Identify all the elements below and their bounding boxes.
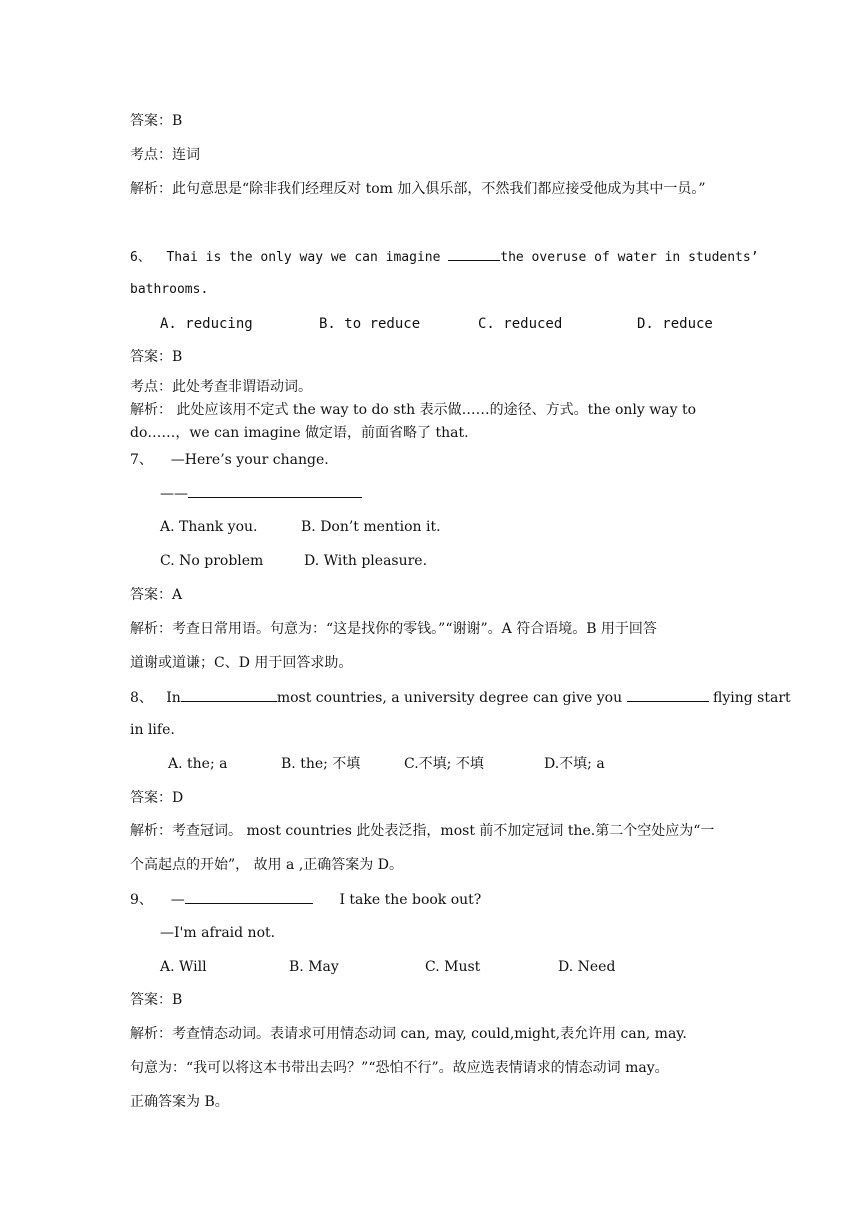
reply-dash: —— <box>160 486 188 502</box>
answer-blank <box>627 687 709 702</box>
option-c: C. reduced <box>478 316 563 332</box>
stem-text: the overuse of water in students’ <box>500 250 759 265</box>
option-d: D. Need <box>558 959 616 975</box>
question-8-stem <box>130 687 791 708</box>
option-a: A. the; a <box>168 756 228 772</box>
analysis-line: 解析：此句意思是“除非我们经理反对 tom 加入俱乐部，不然我们都应接受他成为其中一员。” <box>130 181 706 197</box>
option-b: B. May <box>289 959 339 975</box>
question-9-stem <box>130 889 481 910</box>
question-8-stem-cont: in life. <box>130 722 175 738</box>
option-c: C. No problem <box>160 553 264 569</box>
answer-blank <box>448 246 500 261</box>
stem-text: In <box>166 690 181 706</box>
analysis-line: do……，we can imagine 做定语，前面省略了 that. <box>130 425 469 441</box>
analysis-line: 道谢或道谦；C、D 用于回答求助。 <box>130 655 353 671</box>
point-line: 考点：此处考查非谓语动词。 <box>130 379 312 395</box>
question-6-stem-cont: bathrooms. <box>130 282 209 297</box>
option-b: B. the; 不填 <box>281 756 361 772</box>
answer-line: 答案：D <box>130 790 184 806</box>
stem-text: most countries, a university degree can give you <box>276 690 627 706</box>
option-d: D. reduce <box>637 316 713 332</box>
option-c: C.不填; 不填 <box>404 756 484 772</box>
answer-blank <box>185 889 313 904</box>
option-d: D. With pleasure. <box>304 553 428 569</box>
stem-text: I take the book out? <box>339 892 482 908</box>
analysis-line: 解析：考查日常用语。句意为：“这是找你的零钱。”“谢谢”。A 符合语境。B 用于回答 <box>130 621 657 637</box>
option-a: A. reducing <box>160 316 253 332</box>
answer-line: 答案：B <box>130 992 183 1008</box>
analysis-line: 正确答案为 B。 <box>130 1094 229 1110</box>
answer-line: 答案：A <box>130 587 183 603</box>
analysis-line: 解析：考查冠词。 most countries 此处表泛指，most 前不加定冠词 the.第二个空处应为“一 <box>130 823 715 839</box>
answer-line: 答案：B <box>130 349 183 365</box>
answer-blank <box>181 687 277 702</box>
answer-blank <box>188 483 362 498</box>
question-number: 9、 <box>130 892 153 908</box>
question-6-stem <box>130 246 759 268</box>
option-b: B. to reduce <box>319 316 421 332</box>
option-c: C. Must <box>425 959 481 975</box>
point-line: 考点：连词 <box>130 147 200 163</box>
question-number: 6、 <box>130 250 151 265</box>
analysis-line: 个高起点的开始”， 故用 a ,正确答案为 D。 <box>130 857 403 873</box>
stem-text: —Here’s your change. <box>170 452 329 468</box>
question-number: 7、 <box>130 452 153 468</box>
option-b: B. Don’t mention it. <box>301 519 441 535</box>
option-a: A. Thank you. <box>160 519 258 535</box>
answer-line: 答案：B <box>130 113 183 129</box>
stem-text: flying start <box>708 690 791 706</box>
stem-text: Thai is the only way we can imagine <box>166 250 449 265</box>
option-d: D.不填; a <box>544 756 605 772</box>
analysis-line: 解析： 此处应该用不定式 the way to do sth 表示做……的途径、方式。the only way to <box>130 402 696 418</box>
analysis-line: 解析：考查情态动词。表请求可用情态动词 can, may, could,might,表允许用 can, may. <box>130 1026 687 1042</box>
analysis-line: 句意为：“我可以将这本书带出去吗？”“恐怕不行”。故应选表情请求的情态动词 may。 <box>130 1060 669 1076</box>
question-7-stem <box>130 450 329 470</box>
option-a: A. Will <box>160 959 207 975</box>
reply-line: —I'm afraid not. <box>160 925 276 941</box>
question-number: 8、 <box>130 690 153 706</box>
stem-text: — <box>170 892 185 908</box>
reply-line <box>160 483 362 504</box>
